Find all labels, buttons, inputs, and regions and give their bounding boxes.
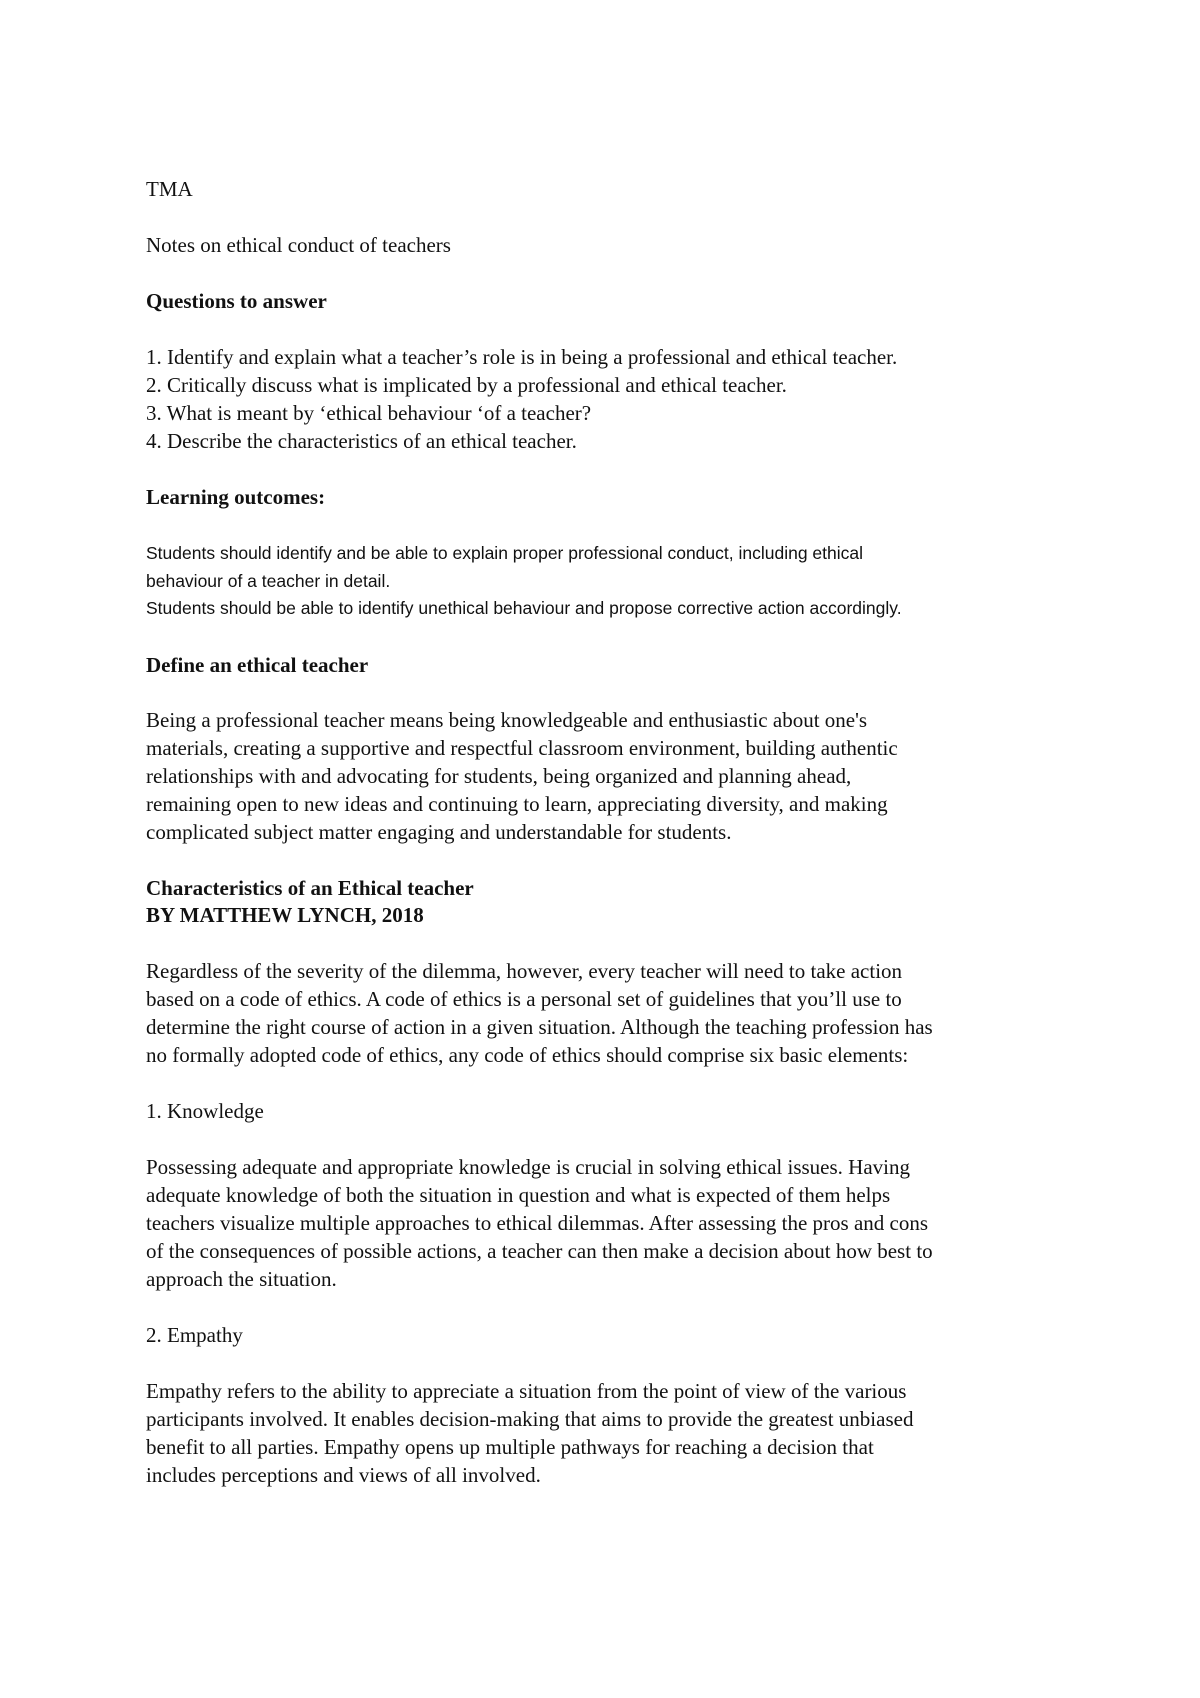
intro-line: Regardless of the severity of the dilemma, however, every teacher will need to take action (146, 959, 903, 983)
intro-line: determine the right course of action in a given situation. Although the teaching profession has (146, 1015, 933, 1039)
define-line: relationships with and advocating for students, being organized and planning ahead, (146, 764, 852, 788)
characteristics-byline: BY MATTHEW LYNCH, 2018 (146, 903, 424, 927)
knowledge-line: adequate knowledge of both the situation in question and what is expected of them helps (146, 1183, 891, 1207)
document-subtitle: Notes on ethical conduct of teachers (146, 233, 451, 257)
empathy-heading: 2. Empathy (146, 1323, 243, 1347)
document-title: TMA (146, 177, 193, 201)
question-item: 3. What is meant by ‘ethical behaviour ‘of a teacher? (146, 401, 592, 425)
outcomes-line: Students should identify and be able to explain proper professional conduct, including ethical (146, 543, 864, 563)
question-item: 4. Describe the characteristics of an ethical teacher. (146, 429, 577, 453)
knowledge-line: Possessing adequate and appropriate knowledge is crucial in solving ethical issues. Having (146, 1155, 910, 1179)
intro-line: no formally adopted code of ethics, any code of ethics should comprise six basic elements: (146, 1043, 909, 1067)
knowledge-heading: 1. Knowledge (146, 1099, 264, 1123)
outcomes-heading: Learning outcomes: (146, 485, 326, 509)
outcomes-line: Students should be able to identify unethical behaviour and propose corrective action accordingly. (146, 598, 902, 618)
question-item: 1. Identify and explain what a teacher’s role is in being a professional and ethical teacher. (146, 345, 898, 369)
knowledge-line: of the consequences of possible actions, a teacher can then make a decision about how best to (146, 1239, 933, 1263)
define-line: materials, creating a supportive and respectful classroom environment, building authentic (146, 736, 898, 760)
define-line: remaining open to new ideas and continuing to learn, appreciating diversity, and making (146, 792, 888, 816)
empathy-line: Empathy refers to the ability to appreciate a situation from the point of view of the various (146, 1379, 907, 1403)
intro-line: based on a code of ethics. A code of ethics is a personal set of guidelines that you’ll use to (146, 987, 902, 1011)
outcomes-line: behaviour of a teacher in detail. (146, 571, 391, 591)
define-heading: Define an ethical teacher (146, 653, 369, 677)
knowledge-line: teachers visualize multiple approaches to ethical dilemmas. After assessing the pros and cons (146, 1211, 929, 1235)
empathy-line: benefit to all parties. Empathy opens up multiple pathways for reaching a decision that (146, 1435, 874, 1459)
questions-heading: Questions to answer (146, 289, 327, 313)
define-line: Being a professional teacher means being knowledgeable and enthusiastic about one's (146, 708, 868, 732)
empathy-line: participants involved. It enables decision-making that aims to provide the greatest unbiased (146, 1407, 914, 1431)
empathy-line: includes perceptions and views of all involved. (146, 1463, 541, 1487)
characteristics-heading: Characteristics of an Ethical teacher (146, 876, 474, 900)
question-item: 2. Critically discuss what is implicated by a professional and ethical teacher. (146, 373, 787, 397)
define-line: complicated subject matter engaging and understandable for students. (146, 820, 732, 844)
knowledge-line: approach the situation. (146, 1267, 337, 1291)
